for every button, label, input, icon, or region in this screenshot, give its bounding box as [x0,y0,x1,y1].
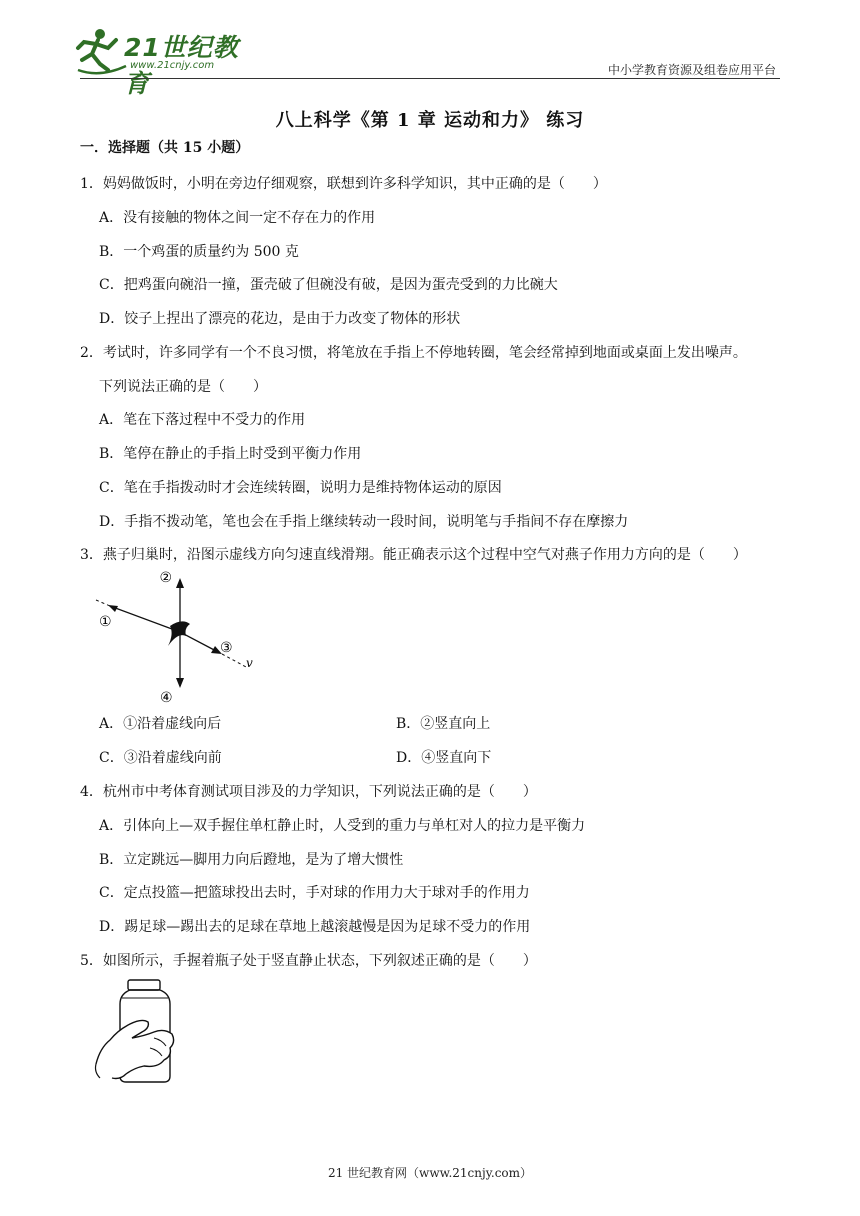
runner-logo-icon [70,26,130,78]
label-v: v [246,656,253,670]
label-3: ③ [220,640,233,656]
question-2-option-a: A．笔在下落过程中不受力的作用 [99,412,306,428]
swallow-icon [168,621,190,646]
page-title: 八上科学《第 1 章 运动和力》 练习 [275,110,585,131]
path-dash-forward [222,654,248,668]
header-divider [80,78,780,79]
question-4-option-c: C．定点投篮—把篮球投出去时，手对球的作用力大于球对手的作用力 [99,885,530,901]
question-5-stem: 5．如图所示，手握着瓶子处于竖直静止状态，下列叙述正确的是（ ） [80,953,537,969]
question-1-option-b: B．一个鸡蛋的质量约为 500 克 [99,244,299,260]
logo-url: www.21cnjy.com [130,60,215,71]
arrow-down-icon [176,678,184,688]
question-2-option-b: B．笔停在静止的手指上时受到平衡力作用 [99,446,362,462]
label-1: ① [99,614,112,630]
question-1-option-d: D．饺子上捏出了漂亮的花边，是由于力改变了物体的形状 [99,311,461,327]
page-footer: 21 世纪教育网（www.21cnjy.com） [327,1166,533,1180]
question-2-option-d: D．手指不拨动笔，笔也会在手指上继续转动一段时间，说明笔与手指间不存在摩擦力 [99,514,629,530]
question-4-option-a: A．引体向上—双手握住单杠静止时，人受到的重力与单杠对人的拉力是平衡力 [99,818,586,834]
bottle-cap [128,980,160,990]
question-3-stem: 3．燕子归巢时，沿图示虚线方向匀速直线滑翔。能正确表示这个过程中空气对燕子作用力方向的是（ ） [80,547,747,563]
question-3-option-a: A．①沿着虚线向后 [99,716,222,732]
question-2-stem: 2．考试时，许多同学有一个不良习惯，将笔放在手指上不停地转圈，笔会经常掉到地面或桌面上发出噪声。 [80,345,747,361]
hand-icon [96,1020,174,1078]
arrow-up-icon [176,578,184,588]
question-1-option-c: C．把鸡蛋向碗沿一撞，蛋壳破了但碗没有破，是因为蛋壳受到的力比碗大 [99,277,558,293]
question-2-option-c: C．笔在手指拨动时才会连续转圈，说明力是维持物体运动的原因 [99,480,502,496]
logo-text: 21世纪教育 [124,33,239,98]
question-1-stem: 1．妈妈做饭时，小明在旁边仔细观察，联想到许多科学知识，其中正确的是（ ） [80,176,607,192]
label-4: ④ [160,690,173,706]
arrow-back-icon [108,605,118,612]
question-2-stem-continued: 下列说法正确的是（ ） [99,379,267,395]
swallow-force-diagram [90,568,270,708]
question-4-option-d: D．踢足球—踢出去的足球在草地上越滚越慢是因为足球不受力的作用 [99,919,531,935]
platform-name: 中小学教育资源及组卷应用平台 [607,63,776,77]
question-3-option-c: C．③沿着虚线向前 [99,750,222,766]
label-2: ② [159,570,172,586]
section-heading: 一．选择题（共 15 小题） [80,140,250,156]
question-3-option-b: B．②竖直向上 [396,716,491,732]
question-4-stem: 4．杭州市中考体育测试项目涉及的力学知识，下列说法正确的是（ ） [80,784,537,800]
page-header [0,0,860,98]
path-dash-back [96,600,110,606]
hand-bottle-figure [92,978,182,1086]
site-logo [70,26,260,98]
question-4-option-b: B．立定跳远—脚用力向后蹬地，是为了增大惯性 [99,852,404,868]
question-1-option-a: A．没有接触的物体之间一定不存在力的作用 [99,210,376,226]
question-3-option-d: D．④竖直向下 [396,750,492,766]
direction-line [110,606,180,632]
